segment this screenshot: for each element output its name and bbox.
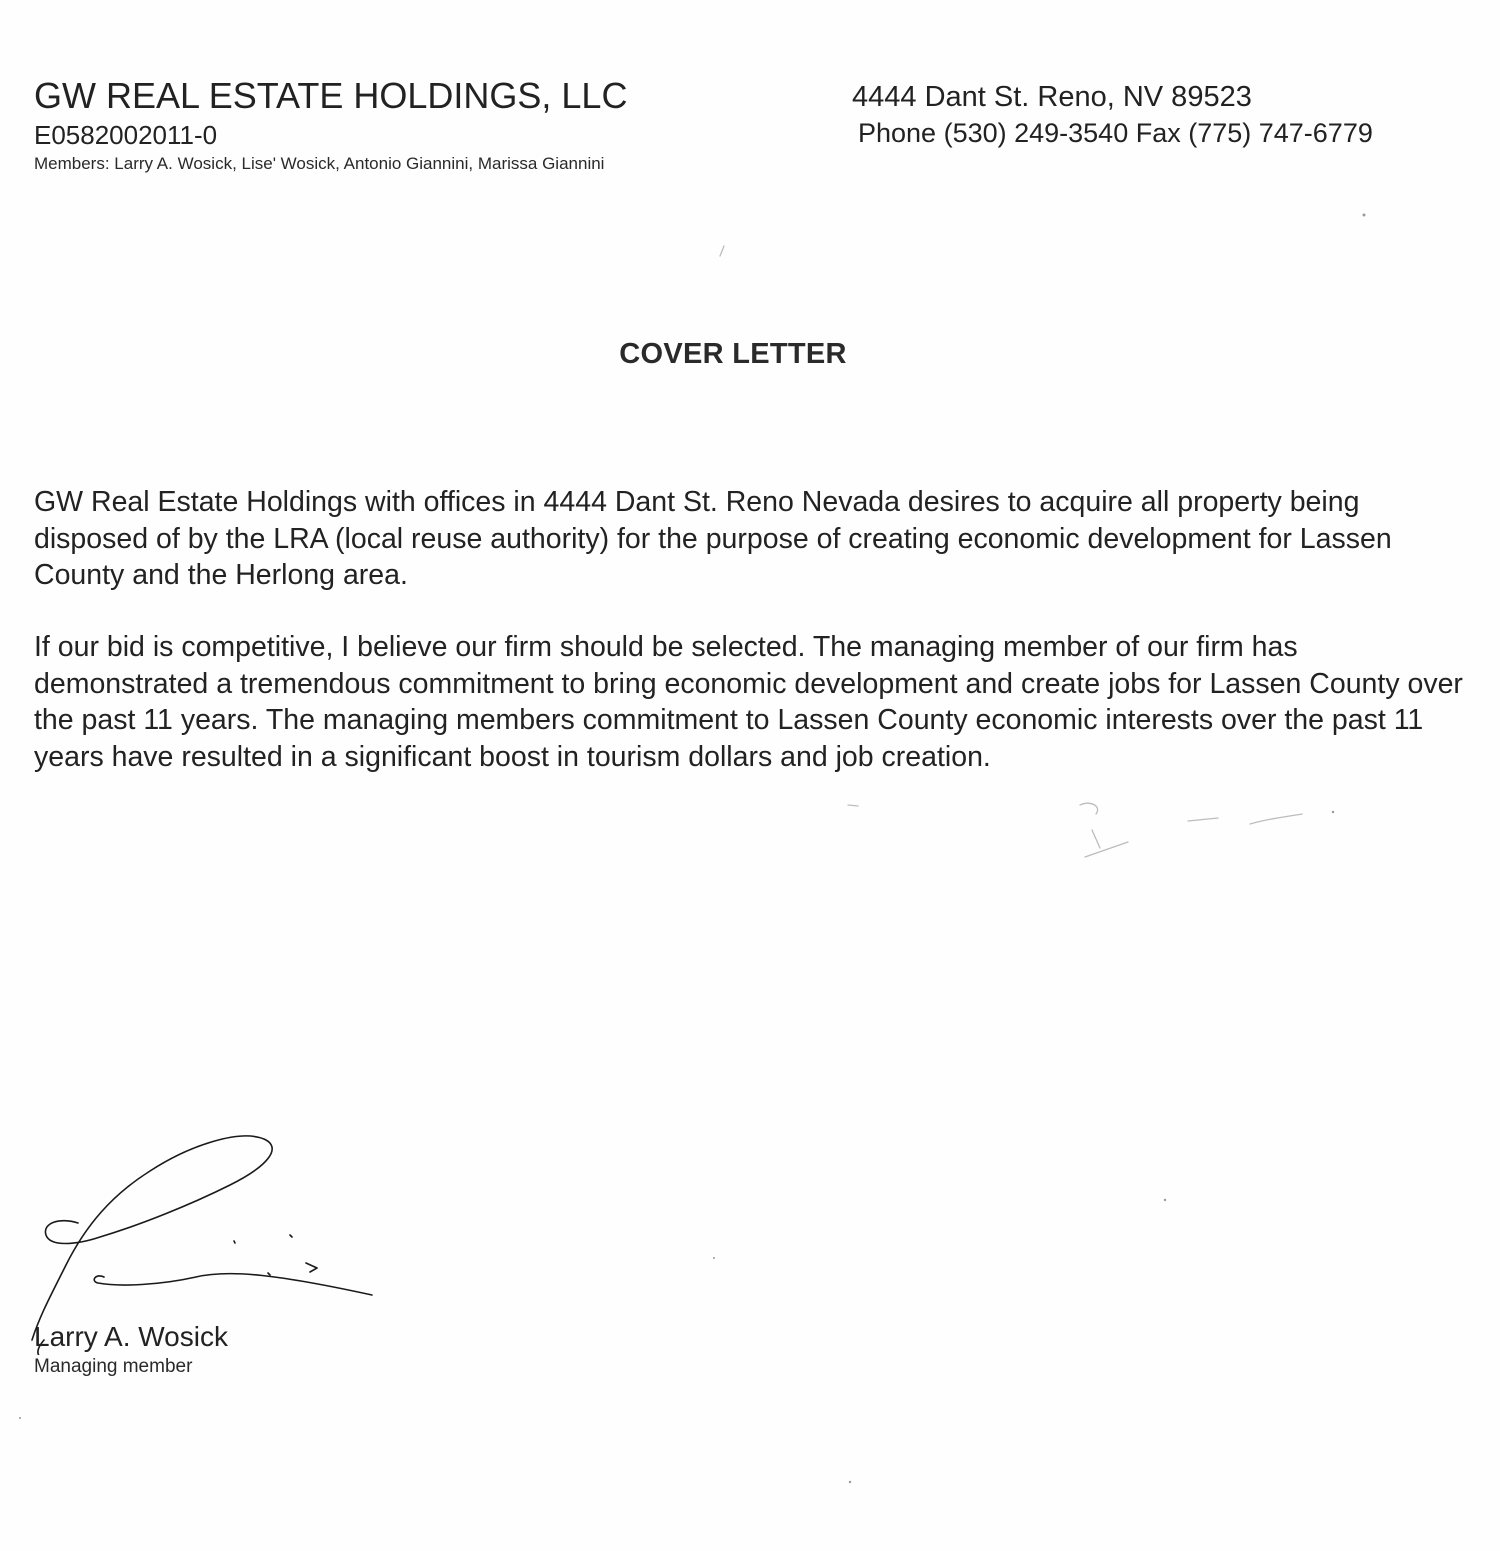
signer-name: Larry A. Wosick: [34, 1321, 228, 1352]
signer-title: Managing member: [34, 1356, 193, 1377]
document-title: COVER LETTER: [619, 338, 847, 370]
letter-paragraph: GW Real Estate Holdings with offices in 4444 Dant St. Reno Nevada desires to acquire all property being disposed of by the LRA (local reuse authority) for the purpose of creating economic development for Lassen County and the Herlong area.: [34, 486, 1392, 591]
company-address: 4444 Dant St. Reno, NV 89523: [852, 81, 1252, 113]
company-members: Members: Larry A. Wosick, Lise' Wosick, Antonio Giannini, Marissa Giannini: [34, 154, 605, 173]
letter-paragraph: If our bid is competitive, I believe our firm should be selected. The managing member of our firm has demonstrated a tremendous commitment to bring economic development and create jobs for Lassen County over the past 11 years. The managing members commitment to Lassen County economic interests over the past 11 years have resulted in a significant boost in tourism dollars and job creation.: [34, 631, 1463, 773]
company-id: E0582002011-0: [34, 120, 218, 150]
company-contact: Phone (530) 249-3540 Fax (775) 747-6779: [858, 118, 1373, 148]
company-name: GW REAL ESTATE HOLDINGS, LLC: [34, 75, 628, 116]
